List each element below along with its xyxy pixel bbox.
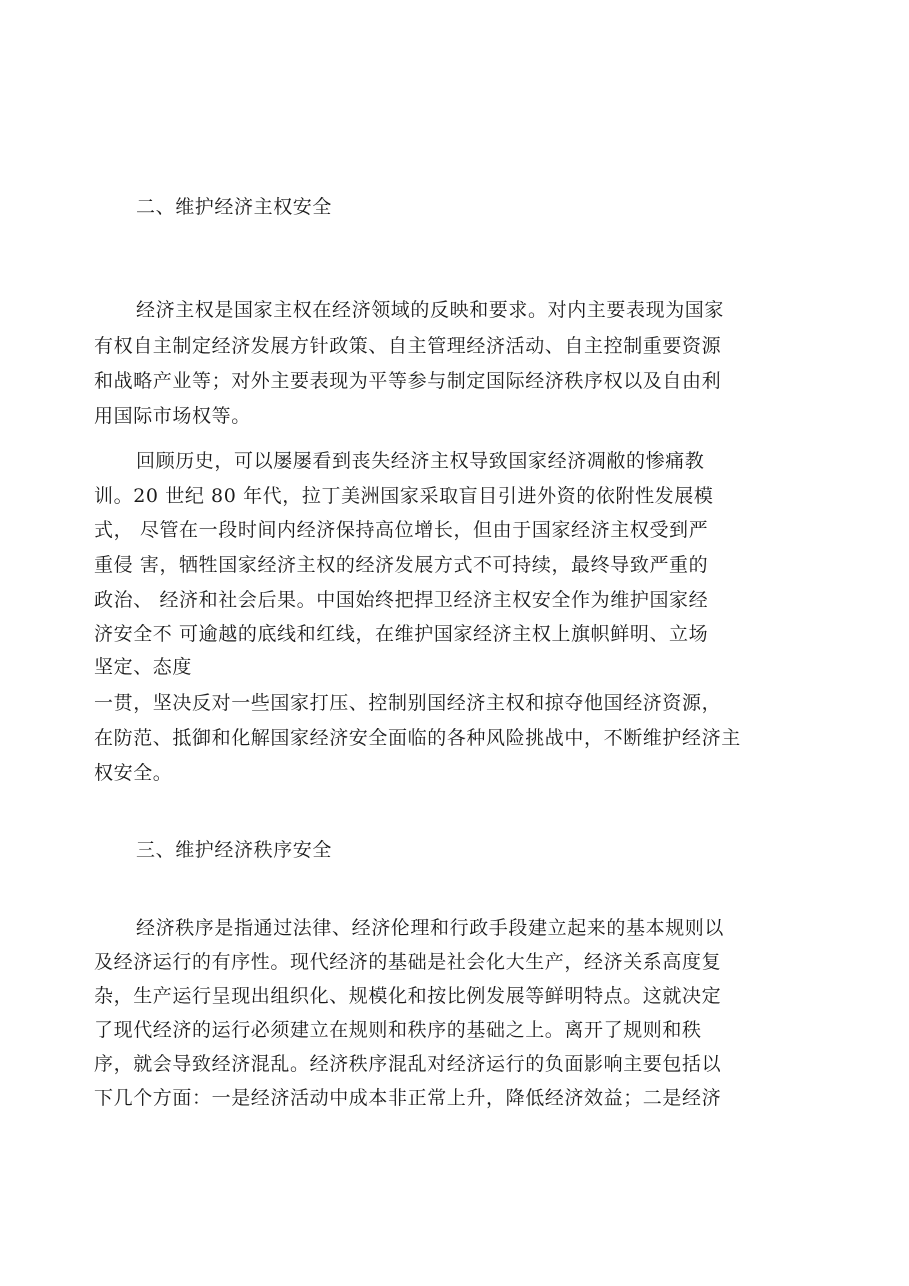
text-line: 济安全不 可逾越的底线和红线，在维护国家经济主权上旗帜鲜明、立场 [94, 623, 709, 645]
text-line: 政治、 经济和社会后果。中国始终把捍卫经济主权安全作为维护国家经 [94, 589, 709, 611]
text-line: 权安全。 [94, 762, 173, 784]
text-line: 回顾历史，可以屡屡看到丧失经济主权导致国家经济凋敝的惨痛教 [136, 450, 705, 472]
text-line: 坚定、态度 [94, 656, 193, 678]
text-line: 和战略产业等；对外主要表现为平等参与制定国际经济秩序权以及自由利 [94, 370, 722, 392]
text-line: 及经济运行的有序性。现代经济的基础是社会化大生产，经济关系高度复 [94, 951, 722, 973]
text-line: 经济秩序是指通过法律、经济伦理和行政手段建立起来的基本规则以 [136, 917, 725, 939]
text-line: 有权自主制定经济发展方针政策、自主管理经济活动、自主控制重要资源 [94, 335, 722, 357]
section-heading-economic-sovereignty: 二、维护经济主权安全 [136, 196, 333, 218]
text-line: 序，就会导致经济混乱。经济秩序混乱对经济运行的负面影响主要包括以 [94, 1053, 722, 1075]
text-line: 杂，生产运行呈现出组织化、规模化和按比例发展等鲜明特点。这就决定 [94, 985, 722, 1007]
text-line: 用国际市场权等。 [94, 405, 251, 427]
text-line: 下几个方面：一是经济活动中成本非正常上升，降低经济效益；二是经济 [94, 1087, 722, 1109]
text-line: 训。20 世纪 80 年代，拉丁美洲国家采取盲目引进外资的依附性发展模 [94, 485, 714, 507]
text-line: 了现代经济的运行必须建立在规则和秩序的基础之上。离开了规则和秩 [94, 1019, 702, 1041]
section-heading-economic-order: 三、维护经济秩序安全 [136, 839, 333, 861]
text-line: 在防范、抵御和化解国家经济安全面临的各种风险挑战中，不断维护经济主 [94, 727, 741, 749]
text-line: 一贯，坚决反对一些国家打压、控制别国经济主权和掠夺他国经济资源， [94, 692, 722, 714]
text-line: 重侵 害，牺牲国家经济主权的经济发展方式不可持续，最终导致严重的 [94, 554, 709, 576]
text-line: 经济主权是国家主权在经济领域的反映和要求。对内主要表现为国家 [136, 299, 725, 321]
text-line: 式， 尽管在一段时间内经济保持高位增长，但由于国家经济主权受到严 [94, 519, 709, 541]
